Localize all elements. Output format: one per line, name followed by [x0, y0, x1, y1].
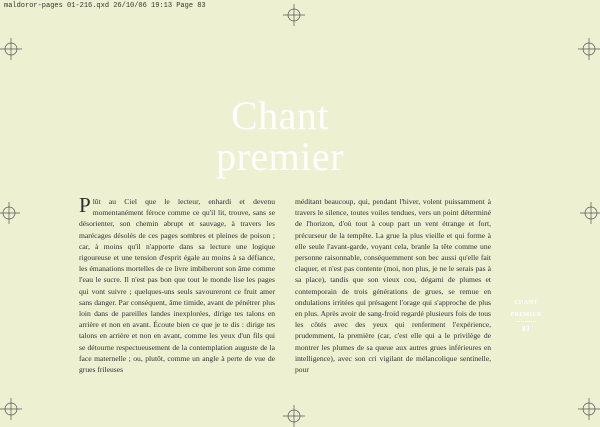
file-slug-line: maldoror-pages 01-216.qxd 26/10/06 19:13 Page 83: [4, 2, 206, 10]
registration-mark-bottom-center-icon: [283, 405, 305, 427]
text-column-right: [295, 196, 491, 375]
chapter-title-line-1: Chant: [230, 93, 330, 138]
running-head-chant: CHANT: [514, 300, 538, 306]
registration-mark-top-center-icon: [283, 4, 305, 26]
right-column-text: méditant beaucoup, qui, pendant l'hiver, volent puissamment à travers le silence, toutes voiles tendues, vers un point déterminé de l'horizon, d'où tout à coup part un vent étrange et fort, précurseur de la tempête. La grue la plus vieille et qui forme à elle seule l'avant-garde, voyant cela, branle la tête comme une personne raisonnable, conséquemment son bec aussi qu'elle fait claquer, et n'est pas contente (moi, non plus, je ne le serais pas à sa place), tandis que son vieux cou, dégarni de plumes et contemporain de trois générations de grues, se remue en ondulations irritées qui présagent l'orage qui s'approche de plus en plus. Après avoir de sang-froid regardé plusieurs fois de tous les côtés avec des yeux qui renferment l'expérience, prudemment, la première (car, c'est elle qui a le privilège de montrer les plumes de sa queue aux autres grues inférieures en intelligence), avec son cri vigilant de mélancolique sentinelle, pour: [295, 197, 491, 375]
chapter-title-line-2: premier: [216, 134, 344, 179]
running-head-premier: PREMIER: [510, 312, 542, 318]
page-number: 83: [522, 325, 530, 333]
registration-mark-mid-left-icon: [0, 202, 20, 224]
drop-cap: P: [79, 193, 91, 217]
registration-mark-top-left-icon: [0, 38, 22, 60]
running-head-rule: [516, 321, 536, 322]
registration-mark-mid-right-icon: [580, 202, 600, 224]
left-column-text: lût au Ciel que le lecteur, enhardi et devenu momentanément féroce comme ce qu'il lit, trouve, sans se désorienter, son chemin abrupt et sauvage, à travers les marécages désolés de ces pages sombres et pleines de poison ; car, à moins qu'il n'apporte dans sa lecture une logique rigoureuse et une tension d'esprit égale au moins à sa défiance, les émanations mortelles de ce livre imbiberont son âme comme l'eau le sucre. Il n'est pas bon que tout le monde lise les pages qui vont suivre ; quelques-uns seuls savoureront ce fruit amer sans danger. Par conséquent, âme timide, avant de pénétrer plus loin dans de pareilles landes inexplorées, dirige tes talons en arrière et non en avant. Écoute bien ce que je te dis : dirige tes talons en arrière et non en avant, comme les yeux d'un fils qui se détourne respectueusement de la contemplation auguste de la face maternelle ; ou, plutôt, comme un angle à perte de vue de grues frileuses: [79, 197, 275, 375]
registration-mark-bottom-left-icon: [0, 398, 22, 420]
text-column-left: [79, 193, 275, 375]
registration-mark-bottom-right-icon: [578, 398, 600, 420]
registration-mark-top-right-icon: [578, 38, 600, 60]
